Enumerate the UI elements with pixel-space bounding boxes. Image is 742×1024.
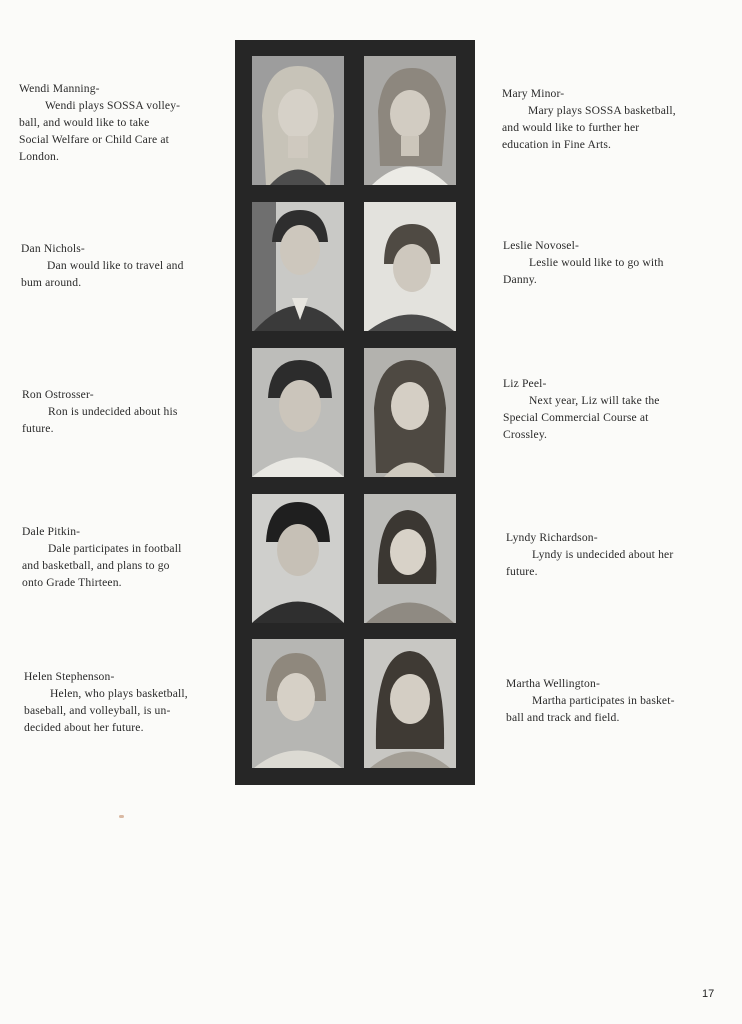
student-name: Dan Nichols-	[21, 242, 85, 255]
bio-helen-stephenson	[24, 668, 234, 736]
bio-dan-nichols	[21, 240, 231, 291]
bio-mary-minor	[502, 85, 717, 153]
portrait-dan-nichols	[252, 202, 344, 331]
student-name: Mary Minor-	[502, 87, 565, 100]
student-name: Ron Ostrosser-	[22, 388, 94, 401]
student-name: Lyndy Richardson-	[506, 531, 598, 544]
bio-martha-wellington	[506, 675, 721, 726]
bio-dale-pitkin	[22, 523, 232, 591]
portrait-martha-wellington	[364, 639, 456, 768]
student-bio: Lyndy is undecided about her future.	[506, 548, 674, 578]
portrait-helen-stephenson	[252, 639, 344, 768]
student-bio: Helen, who plays basketball, baseball, and volleyball, is un- decided about her future.	[24, 687, 188, 734]
portrait-wendi-manning	[252, 56, 344, 185]
portrait-liz-peel	[364, 348, 456, 477]
student-bio: Ron is undecided about his future.	[22, 405, 178, 435]
bio-lyndy-richardson	[506, 529, 721, 580]
photo-strip	[235, 40, 475, 785]
paper-speck	[119, 815, 124, 818]
student-bio: Next year, Liz will take the Special Commercial Course at Crossley.	[503, 394, 660, 441]
page-number: 17	[702, 988, 715, 1000]
student-name: Martha Wellington-	[506, 677, 600, 690]
student-bio: Martha participates in basket- ball and track and field.	[506, 694, 675, 724]
portrait-leslie-novosel	[364, 202, 456, 331]
student-name: Liz Peel-	[503, 377, 547, 390]
portrait-lyndy-richardson	[364, 494, 456, 623]
student-bio: Wendi plays SOSSA volley- ball, and would like to take Social Welfare or Child Care at London.	[19, 99, 181, 163]
portrait-ron-ostrosser	[252, 348, 344, 477]
student-name: Leslie Novosel-	[503, 239, 579, 252]
portrait-mary-minor	[364, 56, 456, 185]
bio-wendi-manning	[19, 80, 229, 165]
portrait-dale-pitkin	[252, 494, 344, 623]
bio-ron-ostrosser	[22, 386, 232, 437]
student-name: Dale Pitkin-	[22, 525, 81, 538]
bio-liz-peel	[503, 375, 718, 443]
student-bio: Dan would like to travel and bum around.	[21, 259, 184, 289]
student-bio: Mary plays SOSSA basketball, and would like to further her education in Fine Arts.	[502, 104, 676, 151]
student-name: Helen Stephenson-	[24, 670, 115, 683]
student-name: Wendi Manning-	[19, 82, 100, 95]
student-bio: Leslie would like to go with Danny.	[503, 256, 664, 286]
bio-leslie-novosel	[503, 237, 718, 288]
student-bio: Dale participates in football and basketball, and plans to go onto Grade Thirteen.	[22, 542, 182, 589]
